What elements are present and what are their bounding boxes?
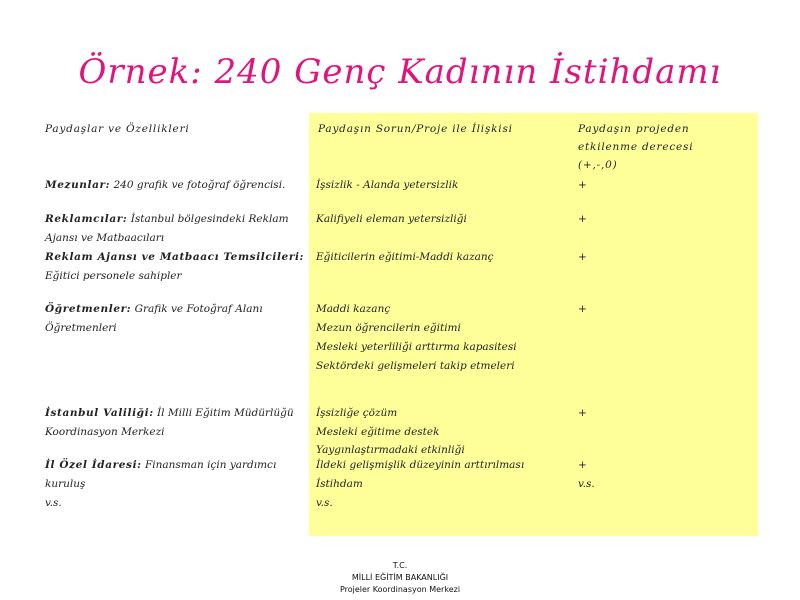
stakeholder-desc: İstanbul bölgesindeki Reklam	[130, 213, 289, 225]
effect-value: +	[578, 213, 587, 225]
table-row	[45, 176, 285, 195]
stakeholder-desc: 240 grafik ve fotoğraf öğrencisi.	[113, 179, 286, 191]
relation-text: İldeki gelişmişlik düzeyinin arttırılması	[316, 459, 525, 471]
stakeholder-name: Reklam Ajansı ve Matbaacı Temsilcileri:	[45, 251, 305, 263]
relation-text: Eğiticilerin eğitimi-Maddi kazanç	[316, 251, 494, 263]
relation-text: v.s.	[316, 497, 333, 509]
header-effect-2: etkilenme derecesi	[578, 141, 694, 153]
stakeholder-desc-2: Ajansı ve Matbaacıları	[45, 232, 165, 244]
effect-value: +	[578, 179, 587, 191]
table-row	[45, 404, 294, 423]
stakeholder-name: Reklamcılar:	[45, 213, 128, 225]
header-relation: Paydaşın Sorun/Proje ile İlişkisi	[318, 123, 513, 135]
header-effect-3: (+,-,0)	[578, 159, 618, 171]
effect-value: +	[578, 251, 587, 263]
relation-text: Kalifiyeli eleman yetersizliği	[316, 213, 467, 225]
table-row	[45, 300, 263, 319]
stakeholder-name: Mezunlar:	[45, 179, 111, 191]
stakeholder-name: Öğretmenler:	[45, 303, 132, 315]
effect-value: v.s.	[578, 478, 595, 490]
stakeholder-desc: Finansman için yardımcı	[144, 459, 277, 471]
stakeholder-desc: İl Milli Eğitim Müdürlüğü	[157, 407, 294, 419]
stakeholder-desc-2: kuruluş	[45, 478, 86, 490]
stakeholder-desc: Grafik ve Fotoğraf Alanı	[134, 303, 263, 315]
effect-value: +	[578, 459, 587, 471]
header-effect-1: Paydaşın projeden	[578, 123, 690, 135]
relation-text: Yaygınlaştırmadaki etkinliği	[316, 444, 465, 456]
table-row	[45, 210, 289, 229]
relation-text: Maddi kazanç	[316, 303, 391, 315]
stakeholder-desc-2: Öğretmenleri	[45, 322, 117, 334]
table-row	[45, 456, 276, 475]
stakeholder-desc-3: v.s.	[45, 497, 62, 509]
relation-text: Sektördeki gelişmeleri takip etmeleri	[316, 360, 515, 372]
relation-text: İstihdam	[316, 478, 363, 490]
footer-line-1: T.C.	[392, 561, 408, 570]
relation-text: Mezun öğrencilerin eğitimi	[316, 322, 461, 334]
effect-value: +	[578, 303, 587, 315]
stakeholder-name: İl Özel İdaresi:	[45, 459, 142, 471]
footer-line-2: MİLLİ EĞİTİM BAKANLIĞI	[351, 573, 449, 582]
page-title: Örnek: 240 Genç Kadının İstihdamı	[78, 52, 722, 92]
relation-text: Mesleki yeterliliği arttırma kapasitesi	[316, 341, 517, 353]
header-stakeholders: Paydaşlar ve Özellikleri	[45, 123, 190, 135]
relation-text: İşsizliğe çözüm	[316, 407, 398, 419]
effect-value: +	[578, 407, 587, 419]
relation-text: Mesleki eğitime destek	[316, 426, 440, 438]
relation-text: İşsizlik - Alanda yetersizlik	[316, 179, 459, 191]
table-row	[45, 248, 304, 267]
stakeholder-desc-2: Eğitici personele sahipler	[45, 270, 182, 282]
stakeholder-name: İstanbul Valiliği:	[45, 407, 154, 419]
footer-line-3: Projeler Koordinasyon Merkezi	[339, 585, 461, 594]
stakeholder-desc-2: Koordinasyon Merkezi	[45, 426, 165, 438]
